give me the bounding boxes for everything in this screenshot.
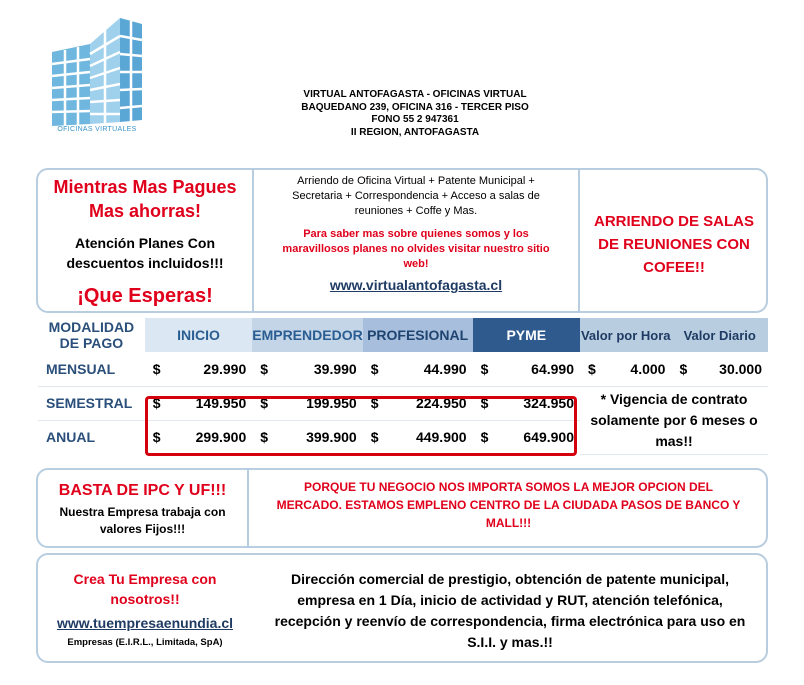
empresa-section	[38, 569, 252, 648]
website-link[interactable]: www.virtualantofagasta.cl	[329, 277, 503, 293]
rooms-text: DE REUNIONES CON	[598, 236, 750, 253]
empresa-website-link[interactable]: www.tuempresaenundia.cl	[56, 615, 234, 631]
services-text: Secretaria + Correspondencia + Acceso a salas de	[292, 190, 540, 202]
plan-header: INICIO	[145, 318, 252, 352]
valor-hora-cell: $ 4.000	[580, 352, 671, 386]
rooms-text: COFEE!!	[643, 259, 705, 276]
promo-title: Mas ahorras!	[88, 201, 202, 221]
building-logo-icon	[50, 14, 145, 134]
price-cell: $ 649.900	[480, 429, 574, 446]
table-row	[38, 352, 768, 386]
price-cell: $ 224.950	[363, 386, 473, 420]
valor-diario-header: Valor Diario	[671, 318, 768, 352]
plan-header: EMPRENDEDOR	[252, 318, 362, 352]
promo-cta: ¡Que Esperas!	[77, 285, 213, 307]
price-cell: $ 324.950	[473, 386, 580, 420]
price-cell: $ 449.900	[370, 429, 467, 446]
price-cell: $ 399.900	[260, 429, 357, 446]
vigencia-note: * Vigencia de contrato solamente por 6 meses o mas!!	[580, 386, 768, 454]
logo-caption: OFICINAS VIRTUALES	[57, 126, 137, 133]
ipc-title: BASTA DE IPC Y UF!!!	[58, 482, 227, 499]
ipc-text: valores Fijos!!!	[99, 522, 186, 536]
header-line: FONO 55 2 947361	[371, 114, 459, 125]
header-line: II REGION, ANTOFAGASTA	[350, 126, 480, 138]
price-cell: $ 199.950	[252, 386, 362, 420]
empresa-description: Dirección comercial de prestigio, obtención de patente municipal, empresa en 1 Día, inicio de actividad y RUT, atención telefónica, recepción y reenvío de correspondencia, firma electrónica para uso en S.I.I. y mas.!!	[274, 571, 746, 650]
price-cell: $ 149.950	[145, 386, 252, 420]
rooms-section	[582, 210, 766, 279]
plan-header: PYME	[473, 318, 580, 352]
price-cell: $ 39.990	[252, 352, 362, 386]
price-cell: $ 29.990	[145, 352, 252, 386]
header-line: BAQUEDANO 239, OFICINA 316 - TERCER PISO	[301, 101, 529, 113]
price-cell: $ 64.990	[473, 352, 580, 386]
ipc-panel	[36, 468, 768, 548]
row-label: ANUAL	[46, 429, 95, 446]
valor-hora-header: Valor por Hora	[580, 318, 671, 352]
empresa-title: Crea Tu Empresa con	[73, 571, 217, 587]
promo-subtitle: Atención Planes Con	[74, 235, 216, 251]
services-section	[256, 174, 576, 293]
promo-subtitle: descuentos incluidos!!!	[66, 255, 224, 271]
services-info: Para saber mas sobre quienes somos y los	[303, 228, 529, 240]
valor-diario-cell: $ 30.000	[671, 352, 768, 386]
services-text: reuniones + Coffe y Mas.	[354, 205, 478, 217]
header-modalidad: MODALIDAD DE PAGO	[48, 319, 135, 351]
ipc-section	[38, 480, 247, 538]
ipc-message: PORQUE TU NEGOCIO NOS IMPORTA SOMOS LA MEJOR OPCION DEL MERCADO. ESTAMOS EMPLENO CENTRO DE LA CIUDADA PASOS DE BANCO Y MALL!!!	[276, 480, 741, 530]
services-info: maravillosos planes no olvides visitar nuestro sitio	[282, 243, 550, 255]
empresa-panel	[36, 553, 768, 663]
plan-header: PROFESIONAL	[363, 318, 473, 352]
discount-highlight-box	[145, 396, 577, 456]
header-line: VIRTUAL ANTOFAGASTA - OFICINAS VIRTUAL	[303, 89, 527, 100]
services-text: Arriendo de Oficina Virtual + Patente Municipal +	[297, 175, 535, 187]
empresa-types: Empresas (E.I.R.L., Limitada, SpA)	[67, 637, 223, 648]
services-info: web!	[403, 258, 429, 270]
price-cell: $ 44.990	[363, 352, 473, 386]
row-label: SEMESTRAL	[38, 386, 145, 420]
promo-panel	[36, 168, 768, 313]
rooms-text: ARRIENDO DE SALAS	[593, 213, 754, 230]
row-label: MENSUAL	[38, 352, 145, 386]
price-cell: $ 299.900	[152, 429, 247, 446]
promo-title: Mientras Mas Pagues	[53, 177, 237, 197]
company-header	[275, 89, 555, 139]
ipc-text: Nuestra Empresa trabaja con	[59, 505, 226, 519]
promo-section	[38, 175, 252, 309]
empresa-title: nosotros!!	[110, 591, 180, 607]
